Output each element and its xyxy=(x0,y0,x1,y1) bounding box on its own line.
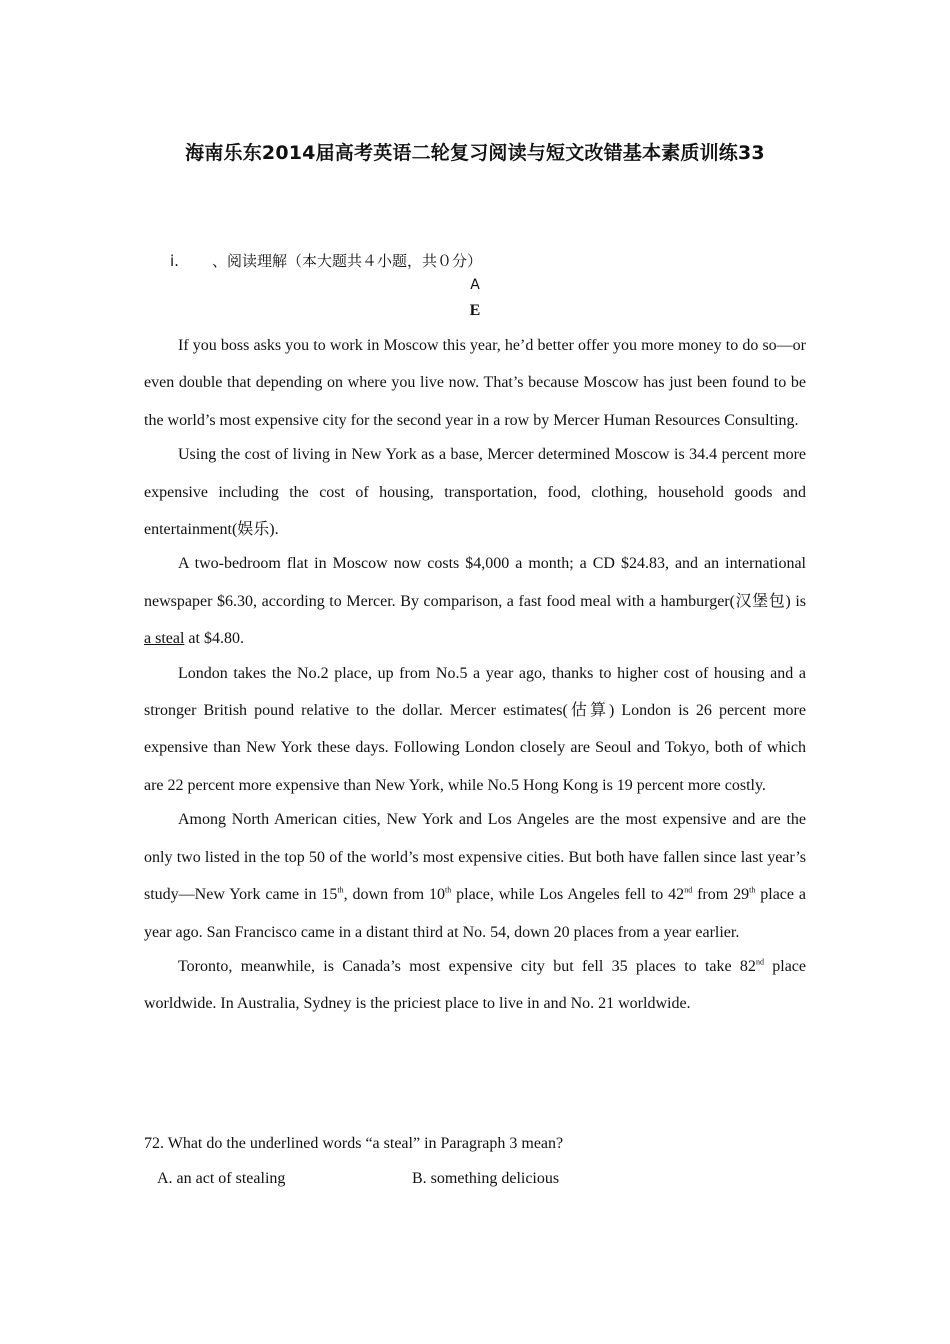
paragraph-6-part-a: Toronto, meanwhile, is Canada’s most expensive city but fell 35 places to take 82 xyxy=(178,957,756,975)
passage-body xyxy=(144,327,806,1020)
section-heading xyxy=(170,250,482,271)
ordinal-suffix: nd xyxy=(684,885,693,895)
paragraph-5 xyxy=(144,801,806,951)
paragraph-3-text-before: A two-bedroom flat in Moscow now costs $4,000 a month; a CD $24.83, and an international newspaper $6.30, according to Mercer. By comparison, a fast food meal with a hamburger(汉堡包) is xyxy=(144,555,806,610)
ordinal-suffix: th xyxy=(749,885,756,895)
ordinal-suffix: nd xyxy=(755,957,764,967)
ordinal-suffix: th xyxy=(337,885,344,895)
paragraph-5-part-c: place, while Los Angeles fell to 42 xyxy=(451,886,685,904)
passage-label-a: A xyxy=(470,277,480,293)
option-b: B. something delicious xyxy=(412,1170,560,1187)
paragraph-4: London takes the No.2 place, up from No.5 a year ago, thanks to higher cost of housing and a stronger British pound relative to the dollar. Mercer estimates(估算) London is 26 percent more expensive than New York these days. Following London closely are Seoul and Tokyo, both of which are 22 percent more expensive than New York, while No.5 Hong Kong is 19 percent more costly. xyxy=(144,664,806,794)
paragraph-1: If you boss asks you to work in Moscow this year, he’d better offer you more money to do so—or even double that depending on where you live now. That’s because Moscow has just been found to be the world’s most expensive city for the second year in a row by Mercer Human Resources Consulting. xyxy=(144,337,806,429)
paragraph-5-part-e: place a year ago. San Francisco came in a distant third at No. 54, down 20 places from a year earlier. xyxy=(144,886,807,941)
paragraph-3 xyxy=(144,545,806,657)
document-title: 海南乐东2014届高考英语二轮复习阅读与短文改错基本素质训练33 xyxy=(185,142,765,164)
paragraph-3-text-after: at $4.80. xyxy=(184,630,244,648)
answer-options xyxy=(157,1170,757,1188)
passage-label-e: E xyxy=(469,302,481,319)
question-72: 72. What do the underlined words “a steal” in Paragraph 3 mean? xyxy=(144,1135,564,1152)
paragraph-6-part-b: place worldwide. In Australia, Sydney is the priciest place to live in and No. 21 worldwide. xyxy=(144,957,806,1013)
paragraph-5-part-b: , down from 10 xyxy=(343,886,445,904)
section-heading-text: 、阅读理解（本大题共４小题，共０分） xyxy=(212,252,483,270)
underlined-phrase: a steal xyxy=(144,630,185,648)
option-a: A. an act of stealing xyxy=(157,1170,286,1187)
paragraph-5-part-d: from 29 xyxy=(692,886,750,904)
ordinal-suffix: th xyxy=(445,885,452,895)
paragraph-5-part-a: Among North American cities, New York and Los Angeles are the most expensive and are the only two listed in the top 50 of the world’s most expensive cities. But both have fallen since last year’s study—New York came in 15 xyxy=(144,811,806,904)
section-number: i. xyxy=(170,252,179,270)
paragraph-2: Using the cost of living in New York as a base, Mercer determined Moscow is 34.4 percent more expensive including the cost of housing, transportation, food, clothing, household goods and entertainment(娱乐). xyxy=(144,446,806,539)
paragraph-6 xyxy=(144,948,806,1023)
